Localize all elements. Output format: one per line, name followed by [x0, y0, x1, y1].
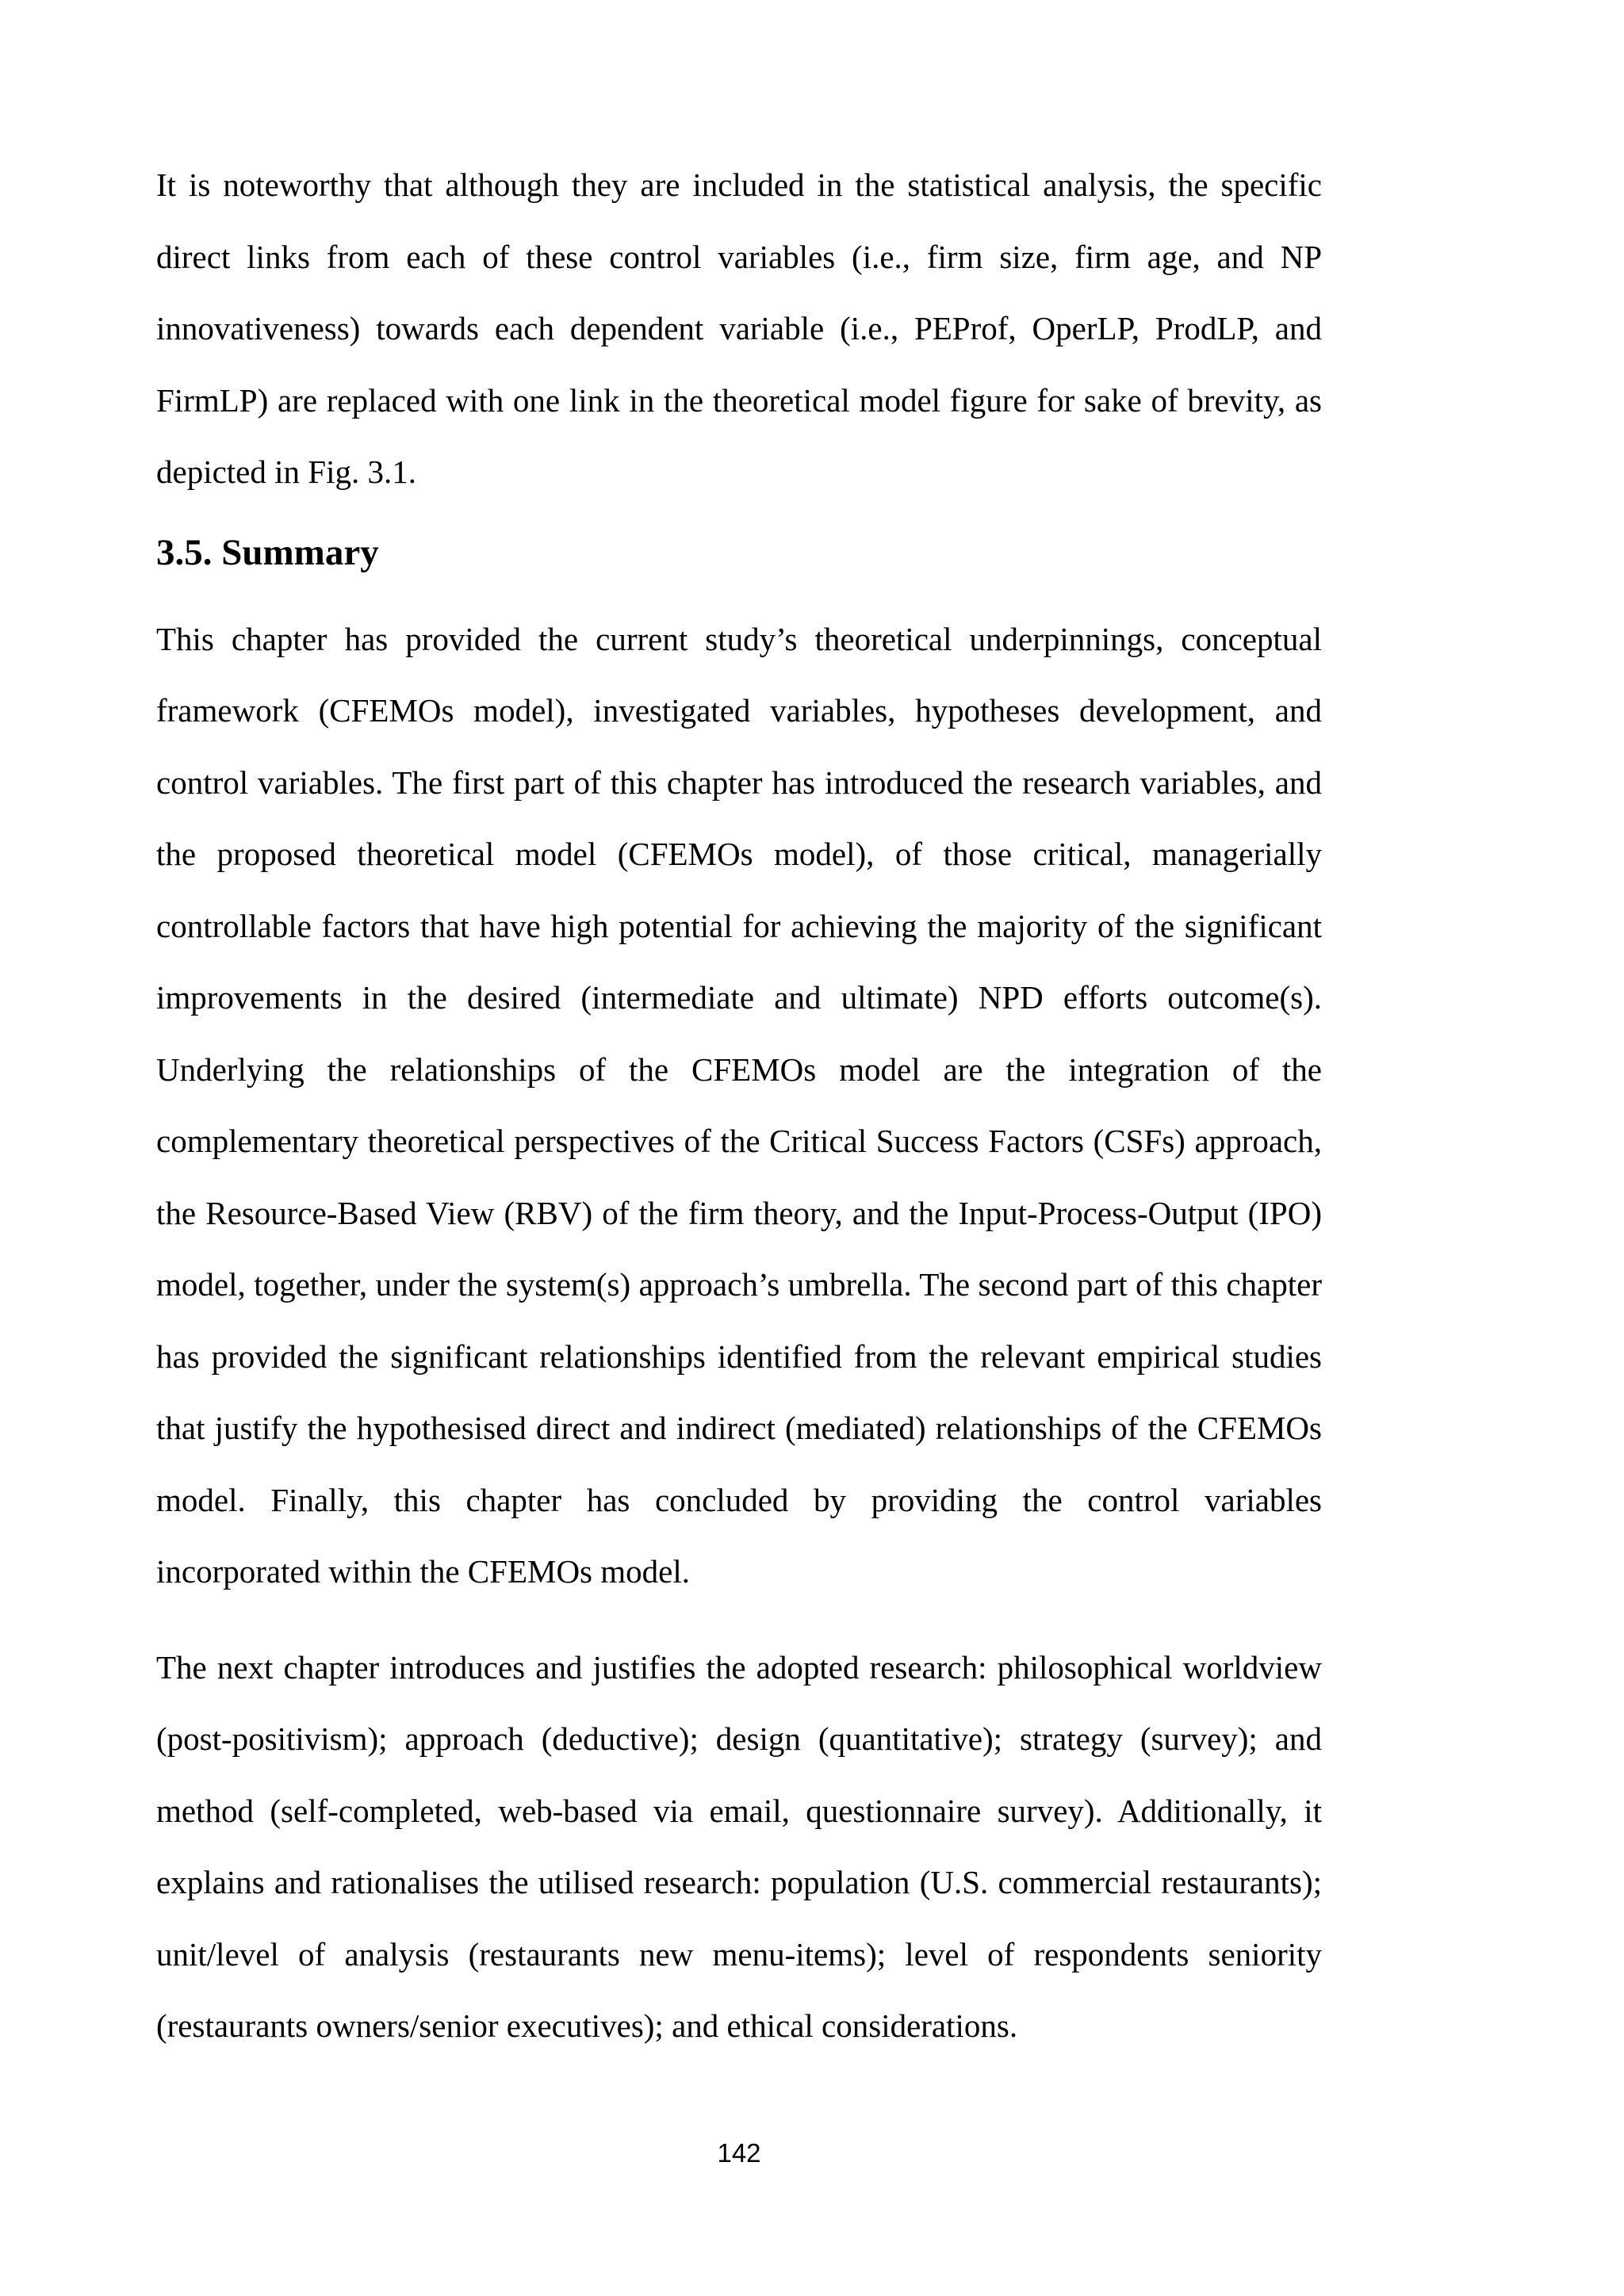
paragraph-control-variables-note: It is noteworthy that although they are included in the statistical analysis, the specific direct links from each of these control variables (i.e., firm size, firm age, and NP innovativeness) towards each dependent variable (i.e., PEProf, OperLP, ProdLP, and FirmLP) are replaced with one link in the theoretical model figure for sake of brevity, as depicted in Fig. 3.1.	[156, 166, 1322, 490]
paragraph-chapter-summary: This chapter has provided the current study’s theoretical underpinnings, conceptual framework (CFEMOs model), investigated variables, hypotheses development, and control variables. The first part of this chapter has introduced the research variables, and the proposed theoretical model (CFEMOs model), of those critical, managerially controllable factors that have high potential for achieving the majority of the significant improvements in the desired (intermediate and ultimate) NPD efforts outcome(s). Underlying the relationships of the CFEMOs model are the integration of the complementary theoretical perspectives of the Critical Success Factors (CSFs) approach, the Resource-Based View (RBV) of the firm theory, and the Input-Process-Output (IPO) model, together, under the system(s) approach’s umbrella. The second part of this chapter has provided the significant relationships identified from the relevant empirical studies that justify the hypothesised direct and indirect (mediated) relationships of the CFEMOs model. Finally, this chapter has concluded by providing the control variables incorporated within the CFEMOs model.	[156, 620, 1322, 1590]
page-number: 142	[717, 2138, 761, 2168]
page-content	[156, 149, 1322, 2062]
section-heading-summary: 3.5. Summary	[156, 531, 379, 573]
paragraph-next-chapter: The next chapter introduces and justifies the adopted research: philosophical worldview (post-positivism); approach (deductive); design (quantitative); strategy (survey); and method (self-completed, web-based via email, questionnaire survey). Additionally, it explains and rationalises the utilised research: population (U.S. commercial restaurants); unit/level of analysis (restaurants new menu-items); level of respondents seniority (restaurants owners/senior executives); and ethical considerations.	[156, 1648, 1322, 2044]
